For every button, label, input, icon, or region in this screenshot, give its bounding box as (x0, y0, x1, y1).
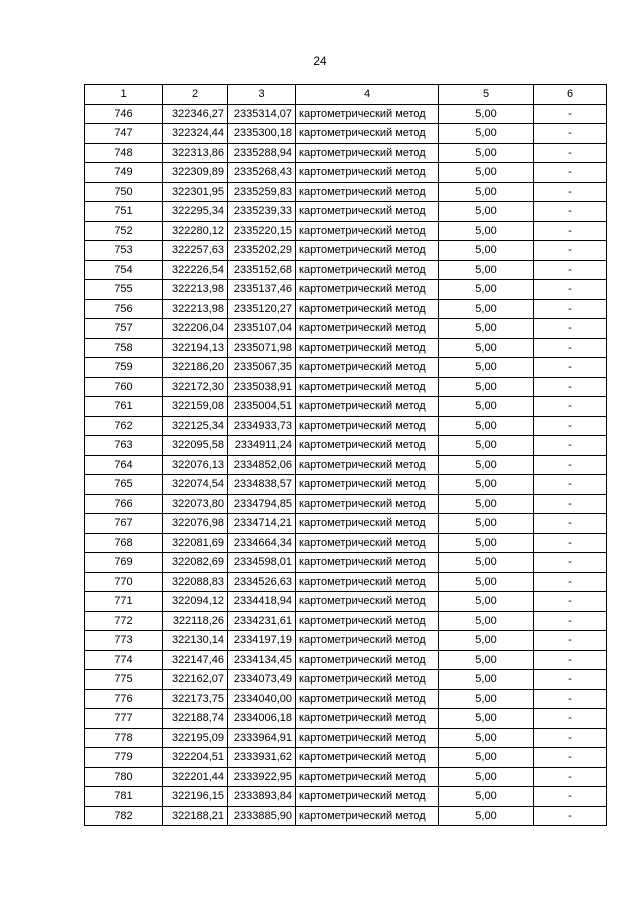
method-cell: картометрический метод (296, 514, 439, 534)
method-cell: картометрический метод (296, 299, 439, 319)
method-cell: картометрический метод (296, 104, 439, 124)
x-coordinate-cell: 322309,89 (163, 163, 228, 183)
accuracy-cell: 5,00 (439, 397, 534, 417)
y-coordinate-cell: 2335220,15 (228, 221, 296, 241)
point-number-cell: 777 (85, 709, 163, 729)
x-coordinate-cell: 322213,98 (163, 299, 228, 319)
method-cell: картометрический метод (296, 319, 439, 339)
method-cell: картометрический метод (296, 124, 439, 144)
method-cell: картометрический метод (296, 436, 439, 456)
x-coordinate-cell: 322074,54 (163, 475, 228, 495)
table-row (85, 514, 607, 534)
table-row (85, 592, 607, 612)
y-coordinate-cell: 2335120,27 (228, 299, 296, 319)
table-row (85, 319, 607, 339)
description-cell: - (534, 397, 607, 417)
x-coordinate-cell: 322082,69 (163, 553, 228, 573)
description-cell: - (534, 455, 607, 475)
point-number-cell: 749 (85, 163, 163, 183)
table-row (85, 806, 607, 826)
point-number-cell: 768 (85, 533, 163, 553)
table-row (85, 787, 607, 807)
accuracy-cell: 5,00 (439, 163, 534, 183)
x-coordinate-cell: 322201,44 (163, 767, 228, 787)
accuracy-cell: 5,00 (439, 338, 534, 358)
method-cell: картометрический метод (296, 592, 439, 612)
description-cell: - (534, 319, 607, 339)
x-coordinate-cell: 322094,12 (163, 592, 228, 612)
x-coordinate-cell: 322226,54 (163, 260, 228, 280)
accuracy-cell: 5,00 (439, 631, 534, 651)
description-cell: - (534, 221, 607, 241)
x-coordinate-cell: 322188,74 (163, 709, 228, 729)
x-coordinate-cell: 322213,98 (163, 280, 228, 300)
y-coordinate-cell: 2334794,85 (228, 494, 296, 514)
point-number-cell: 748 (85, 143, 163, 163)
x-coordinate-cell: 322280,12 (163, 221, 228, 241)
point-number-cell: 761 (85, 397, 163, 417)
point-number-cell: 766 (85, 494, 163, 514)
point-number-cell: 765 (85, 475, 163, 495)
table-row (85, 260, 607, 280)
point-number-cell: 755 (85, 280, 163, 300)
method-cell: картометрический метод (296, 631, 439, 651)
x-coordinate-cell: 322162,07 (163, 670, 228, 690)
point-number-cell: 758 (85, 338, 163, 358)
description-cell: - (534, 592, 607, 612)
accuracy-cell: 5,00 (439, 202, 534, 222)
table-row (85, 689, 607, 709)
y-coordinate-cell: 2335239,33 (228, 202, 296, 222)
accuracy-cell: 5,00 (439, 787, 534, 807)
description-cell: - (534, 104, 607, 124)
table-row (85, 475, 607, 495)
x-coordinate-cell: 322172,30 (163, 377, 228, 397)
x-coordinate-cell: 322147,46 (163, 650, 228, 670)
table-row (85, 611, 607, 631)
x-coordinate-cell: 322188,21 (163, 806, 228, 826)
x-coordinate-cell: 322346,27 (163, 104, 228, 124)
y-coordinate-cell: 2334852,06 (228, 455, 296, 475)
point-number-cell: 763 (85, 436, 163, 456)
table-row (85, 572, 607, 592)
x-coordinate-cell: 322076,98 (163, 514, 228, 534)
point-number-cell: 771 (85, 592, 163, 612)
point-number-cell: 756 (85, 299, 163, 319)
y-coordinate-cell: 2335004,51 (228, 397, 296, 417)
y-coordinate-cell: 2335202,29 (228, 241, 296, 261)
table-body (85, 104, 607, 826)
x-coordinate-cell: 322257,63 (163, 241, 228, 261)
point-number-cell: 776 (85, 689, 163, 709)
point-number-cell: 773 (85, 631, 163, 651)
x-coordinate-cell: 322159,08 (163, 397, 228, 417)
point-number-cell: 750 (85, 182, 163, 202)
accuracy-cell: 5,00 (439, 124, 534, 144)
method-cell: картометрический метод (296, 670, 439, 690)
x-coordinate-cell: 322324,44 (163, 124, 228, 144)
description-cell: - (534, 572, 607, 592)
table-row (85, 748, 607, 768)
x-coordinate-cell: 322076,13 (163, 455, 228, 475)
accuracy-cell: 5,00 (439, 319, 534, 339)
description-cell: - (534, 806, 607, 826)
accuracy-cell: 5,00 (439, 650, 534, 670)
x-coordinate-cell: 322196,15 (163, 787, 228, 807)
x-coordinate-cell: 322301,95 (163, 182, 228, 202)
point-number-cell: 770 (85, 572, 163, 592)
table-row (85, 182, 607, 202)
x-coordinate-cell: 322118,26 (163, 611, 228, 631)
point-number-cell: 781 (85, 787, 163, 807)
y-coordinate-cell: 2333893,84 (228, 787, 296, 807)
table-row (85, 709, 607, 729)
accuracy-cell: 5,00 (439, 494, 534, 514)
accuracy-cell: 5,00 (439, 553, 534, 573)
accuracy-cell: 5,00 (439, 377, 534, 397)
x-coordinate-cell: 322088,83 (163, 572, 228, 592)
method-cell: картометрический метод (296, 748, 439, 768)
table-row (85, 221, 607, 241)
point-number-cell: 782 (85, 806, 163, 826)
description-cell: - (534, 709, 607, 729)
accuracy-cell: 5,00 (439, 416, 534, 436)
description-cell: - (534, 611, 607, 631)
accuracy-cell: 5,00 (439, 533, 534, 553)
point-number-cell: 751 (85, 202, 163, 222)
description-cell: - (534, 416, 607, 436)
table-header-row (85, 85, 607, 105)
point-number-cell: 760 (85, 377, 163, 397)
table-row (85, 299, 607, 319)
x-coordinate-cell: 322195,09 (163, 728, 228, 748)
y-coordinate-cell: 2333885,90 (228, 806, 296, 826)
accuracy-cell: 5,00 (439, 182, 534, 202)
point-number-cell: 753 (85, 241, 163, 261)
description-cell: - (534, 338, 607, 358)
description-cell: - (534, 689, 607, 709)
accuracy-cell: 5,00 (439, 358, 534, 378)
y-coordinate-cell: 2335137,46 (228, 280, 296, 300)
point-number-cell: 769 (85, 553, 163, 573)
accuracy-cell: 5,00 (439, 670, 534, 690)
description-cell: - (534, 514, 607, 534)
y-coordinate-cell: 2334714,21 (228, 514, 296, 534)
table-row (85, 280, 607, 300)
table-row (85, 163, 607, 183)
table-row (85, 104, 607, 124)
column-header: 5 (439, 85, 534, 105)
point-number-cell: 759 (85, 358, 163, 378)
method-cell: картометрический метод (296, 650, 439, 670)
method-cell: картометрический метод (296, 163, 439, 183)
column-header: 3 (228, 85, 296, 105)
table-row (85, 494, 607, 514)
method-cell: картометрический метод (296, 806, 439, 826)
table-row (85, 670, 607, 690)
description-cell: - (534, 787, 607, 807)
point-number-cell: 752 (85, 221, 163, 241)
x-coordinate-cell: 322194,13 (163, 338, 228, 358)
y-coordinate-cell: 2335314,07 (228, 104, 296, 124)
table-row (85, 143, 607, 163)
y-coordinate-cell: 2334598,01 (228, 553, 296, 573)
method-cell: картометрический метод (296, 377, 439, 397)
x-coordinate-cell: 322095,58 (163, 436, 228, 456)
point-number-cell: 754 (85, 260, 163, 280)
point-number-cell: 746 (85, 104, 163, 124)
y-coordinate-cell: 2334838,57 (228, 475, 296, 495)
accuracy-cell: 5,00 (439, 572, 534, 592)
table-row (85, 416, 607, 436)
method-cell: картометрический метод (296, 358, 439, 378)
accuracy-cell: 5,00 (439, 143, 534, 163)
y-coordinate-cell: 2334134,45 (228, 650, 296, 670)
table-row (85, 455, 607, 475)
description-cell: - (534, 377, 607, 397)
table-row (85, 650, 607, 670)
description-cell: - (534, 494, 607, 514)
accuracy-cell: 5,00 (439, 260, 534, 280)
method-cell: картометрический метод (296, 260, 439, 280)
table-row (85, 124, 607, 144)
x-coordinate-cell: 322125,34 (163, 416, 228, 436)
table-row (85, 533, 607, 553)
accuracy-cell: 5,00 (439, 280, 534, 300)
accuracy-cell: 5,00 (439, 241, 534, 261)
accuracy-cell: 5,00 (439, 221, 534, 241)
method-cell: картометрический метод (296, 553, 439, 573)
table-row (85, 631, 607, 651)
description-cell: - (534, 280, 607, 300)
accuracy-cell: 5,00 (439, 514, 534, 534)
description-cell: - (534, 202, 607, 222)
table-row (85, 377, 607, 397)
x-coordinate-cell: 322173,75 (163, 689, 228, 709)
accuracy-cell: 5,00 (439, 709, 534, 729)
description-cell: - (534, 299, 607, 319)
description-cell: - (534, 163, 607, 183)
accuracy-cell: 5,00 (439, 455, 534, 475)
coordinates-table (84, 84, 607, 826)
method-cell: картометрический метод (296, 416, 439, 436)
table-row (85, 358, 607, 378)
method-cell: картометрический метод (296, 397, 439, 417)
method-cell: картометрический метод (296, 533, 439, 553)
description-cell: - (534, 728, 607, 748)
method-cell: картометрический метод (296, 280, 439, 300)
x-coordinate-cell: 322206,04 (163, 319, 228, 339)
x-coordinate-cell: 322204,51 (163, 748, 228, 768)
method-cell: картометрический метод (296, 221, 439, 241)
method-cell: картометрический метод (296, 787, 439, 807)
description-cell: - (534, 533, 607, 553)
y-coordinate-cell: 2335300,18 (228, 124, 296, 144)
y-coordinate-cell: 2334664,34 (228, 533, 296, 553)
column-header: 2 (163, 85, 228, 105)
y-coordinate-cell: 2333931,62 (228, 748, 296, 768)
y-coordinate-cell: 2333922,95 (228, 767, 296, 787)
accuracy-cell: 5,00 (439, 728, 534, 748)
accuracy-cell: 5,00 (439, 806, 534, 826)
description-cell: - (534, 631, 607, 651)
column-header: 1 (85, 85, 163, 105)
point-number-cell: 767 (85, 514, 163, 534)
method-cell: картометрический метод (296, 611, 439, 631)
method-cell: картометрический метод (296, 572, 439, 592)
description-cell: - (534, 182, 607, 202)
point-number-cell: 747 (85, 124, 163, 144)
accuracy-cell: 5,00 (439, 767, 534, 787)
description-cell: - (534, 260, 607, 280)
method-cell: картометрический метод (296, 338, 439, 358)
y-coordinate-cell: 2335152,68 (228, 260, 296, 280)
description-cell: - (534, 436, 607, 456)
method-cell: картометрический метод (296, 689, 439, 709)
description-cell: - (534, 767, 607, 787)
table-row (85, 728, 607, 748)
accuracy-cell: 5,00 (439, 592, 534, 612)
description-cell: - (534, 475, 607, 495)
accuracy-cell: 5,00 (439, 299, 534, 319)
point-number-cell: 764 (85, 455, 163, 475)
method-cell: картометрический метод (296, 767, 439, 787)
table-row (85, 767, 607, 787)
x-coordinate-cell: 322073,80 (163, 494, 228, 514)
method-cell: картометрический метод (296, 475, 439, 495)
y-coordinate-cell: 2334911,24 (228, 436, 296, 456)
description-cell: - (534, 553, 607, 573)
table-row (85, 202, 607, 222)
method-cell: картометрический метод (296, 728, 439, 748)
column-header: 6 (534, 85, 607, 105)
table-row (85, 338, 607, 358)
accuracy-cell: 5,00 (439, 611, 534, 631)
y-coordinate-cell: 2335288,94 (228, 143, 296, 163)
description-cell: - (534, 650, 607, 670)
point-number-cell: 762 (85, 416, 163, 436)
table-row (85, 436, 607, 456)
y-coordinate-cell: 2335067,35 (228, 358, 296, 378)
y-coordinate-cell: 2333964,91 (228, 728, 296, 748)
x-coordinate-cell: 322081,69 (163, 533, 228, 553)
method-cell: картометрический метод (296, 143, 439, 163)
y-coordinate-cell: 2334418,94 (228, 592, 296, 612)
y-coordinate-cell: 2335259,83 (228, 182, 296, 202)
description-cell: - (534, 143, 607, 163)
method-cell: картометрический метод (296, 494, 439, 514)
table-row (85, 241, 607, 261)
point-number-cell: 757 (85, 319, 163, 339)
y-coordinate-cell: 2334933,73 (228, 416, 296, 436)
y-coordinate-cell: 2334231,61 (228, 611, 296, 631)
accuracy-cell: 5,00 (439, 689, 534, 709)
x-coordinate-cell: 322295,34 (163, 202, 228, 222)
method-cell: картометрический метод (296, 202, 439, 222)
x-coordinate-cell: 322186,20 (163, 358, 228, 378)
description-cell: - (534, 670, 607, 690)
y-coordinate-cell: 2335071,98 (228, 338, 296, 358)
y-coordinate-cell: 2335107,04 (228, 319, 296, 339)
method-cell: картометрический метод (296, 709, 439, 729)
accuracy-cell: 5,00 (439, 436, 534, 456)
accuracy-cell: 5,00 (439, 104, 534, 124)
description-cell: - (534, 748, 607, 768)
point-number-cell: 774 (85, 650, 163, 670)
y-coordinate-cell: 2334526,63 (228, 572, 296, 592)
table-row (85, 397, 607, 417)
description-cell: - (534, 241, 607, 261)
page-number: 24 (313, 54, 327, 68)
table-row (85, 553, 607, 573)
column-header: 4 (296, 85, 439, 105)
point-number-cell: 778 (85, 728, 163, 748)
x-coordinate-cell: 322313,86 (163, 143, 228, 163)
y-coordinate-cell: 2335268,43 (228, 163, 296, 183)
point-number-cell: 780 (85, 767, 163, 787)
accuracy-cell: 5,00 (439, 748, 534, 768)
method-cell: картометрический метод (296, 455, 439, 475)
y-coordinate-cell: 2334006,18 (228, 709, 296, 729)
y-coordinate-cell: 2334073,49 (228, 670, 296, 690)
y-coordinate-cell: 2334197,19 (228, 631, 296, 651)
point-number-cell: 779 (85, 748, 163, 768)
method-cell: картометрический метод (296, 241, 439, 261)
point-number-cell: 772 (85, 611, 163, 631)
description-cell: - (534, 124, 607, 144)
y-coordinate-cell: 2335038,91 (228, 377, 296, 397)
description-cell: - (534, 358, 607, 378)
accuracy-cell: 5,00 (439, 475, 534, 495)
point-number-cell: 775 (85, 670, 163, 690)
y-coordinate-cell: 2334040,00 (228, 689, 296, 709)
x-coordinate-cell: 322130,14 (163, 631, 228, 651)
method-cell: картометрический метод (296, 182, 439, 202)
